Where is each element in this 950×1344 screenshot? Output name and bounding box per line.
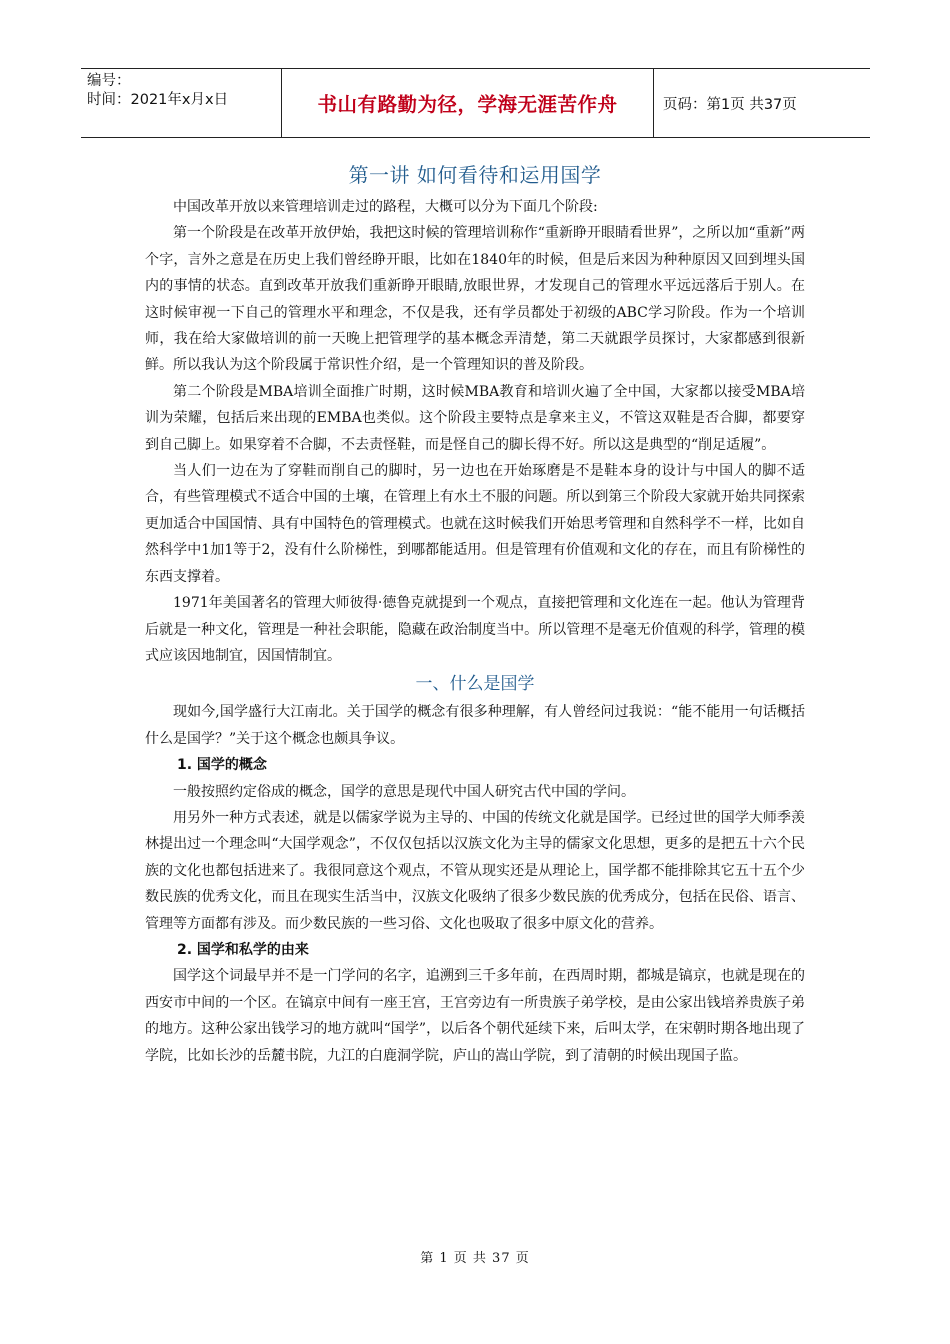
page-footer: 第 1 页 共 37 页 [420, 1251, 530, 1266]
paragraph: 用另外一种方式表述，就是以儒家学说为主导的、中国的传统文化就是国学。已经过世的国学大师季羡林提出过一个理念叫“大国学观念”，不仅仅包括以汉族文化为主导的儒家文化思想，更多的是把五十六个民族的文化也都包括进来了。我很同意这个观点，不管从现实还是从理论上，国学都不能排除其它五十五个少数民族的优秀文化，而且在现实生活当中，汉族文化吸纳了很多少数民族的优秀成分，包括在民俗、语言、管理等方面都有涉及。而少数民族的一些习俗、文化也吸取了很多中原文化的营养。 [145, 809, 805, 932]
paragraph: 一般按照约定俗成的概念，国学的意思是现代中国人研究古代中国的学问。 [173, 783, 635, 800]
paragraph: 现如今,国学盛行大江南北。关于国学的概念有很多种理解，有人曾经问过我说：“能不能用一句话概括什么是国学？”关于这个概念也颇具争议。 [145, 704, 805, 747]
header-table [81, 68, 870, 138]
paragraph: 第二个阶段是MBA培训全面推广时期，这时候MBA教育和培训火遍了全中国，大家都以接受MBA培训为荣耀，包括后来出现的EMBA也类似。这个阶段主要特点是拿来主义，不管这双鞋是否合脚，都要穿到自己脚上。如果穿着不合脚，不去责怪鞋，而是怪自己的脚长得不好。所以这是典型的“削足适履”。 [145, 383, 805, 453]
header-motto: 书山有路勤为径，学海无涯苦作舟 [282, 69, 654, 137]
paragraph: 1971年美国著名的管理大师彼得·德鲁克就提到一个观点，直接把管理和文化连在一起。他认为管理背后就是一种文化，管理是一种社会职能，隐藏在政治制度当中。所以管理不是毫无价值观的科学，管理的模式应该因地制宜，因国情制宜。 [145, 595, 805, 664]
number-label: 编号： [87, 73, 131, 89]
date-label: 时间：2021年x月x日 [87, 92, 229, 108]
paragraph: 中国改革开放以来管理培训走过的路程，大概可以分为下面几个阶段: [173, 199, 598, 215]
lecture-title: 第一讲 如何看待和运用国学 [348, 163, 602, 187]
paragraph: 国学这个词最早并不是一门学问的名字，追溯到三千多年前，在西周时期，都城是镐京，也就是现在的西安市中间的一个区。在镐京中间有一座王宫，王宫旁边有一所贵族子弟学校，是由公家出钱培养贵族子弟的地方。这种公家出钱学习的地方就叫“国学”，以后各个朝代延续下来，后叫太学，在宋朝时期各地出现了学院，比如长沙的岳麓书院，九江的白鹿洞学院，庐山的嵩山学院，到了清朝的时候出现国子监。 [145, 968, 805, 1064]
paragraph: 当人们一边在为了穿鞋而削自己的脚时，另一边也在开始琢磨是不是鞋本身的设计与中国人的脚不适合，有些管理模式不适合中国的土壤，在管理上有水土不服的问题。所以到第三个阶段大家就开始共同探索更加适合中国国情、具有中国特色的管理模式。也就在这时候我们开始思考管理和自然科学不一样，比如自然科学中1加1等于2，没有什么阶梯性，到哪都能适用。但是管理有价值观和文化的存在，而且有阶梯性的东西支撑着。 [145, 463, 805, 585]
document-body [145, 194, 805, 1069]
section-heading: 一、什么是国学 [415, 674, 535, 695]
subsection-heading: 1. 国学的概念 [177, 757, 267, 774]
subsection-heading: 2. 国学和私学的由来 [177, 941, 309, 958]
header-page-info: 页码：第1页 共37页 [663, 96, 797, 113]
header-meta-cell [81, 69, 282, 137]
paragraph: 第一个阶段是在改革开放伊始，我把这时候的管理培训称作“重新睁开眼睛看世界”，之所以加“重新”两个字，言外之意是在历史上我们曾经睁开眼，比如在1840年的时候，但是后来因为种种原因又回到埋头国内的事情的状态。直到改革开放我们重新睁开眼睛,放眼世界，才发现自己的管理水平远远落后于别人。在这时候审视一下自己的管理水平和理念，不仅是我，还有学员都处于初级的ABC学习阶段。作为一个培训师，我在给大家做培训的前一天晚上把管理学的基本概念弄清楚，第二天就跟学员探讨，大家都感到很新鲜。所以我认为这个阶段属于常识性介绍，是一个管理知识的普及阶段。 [145, 225, 805, 374]
